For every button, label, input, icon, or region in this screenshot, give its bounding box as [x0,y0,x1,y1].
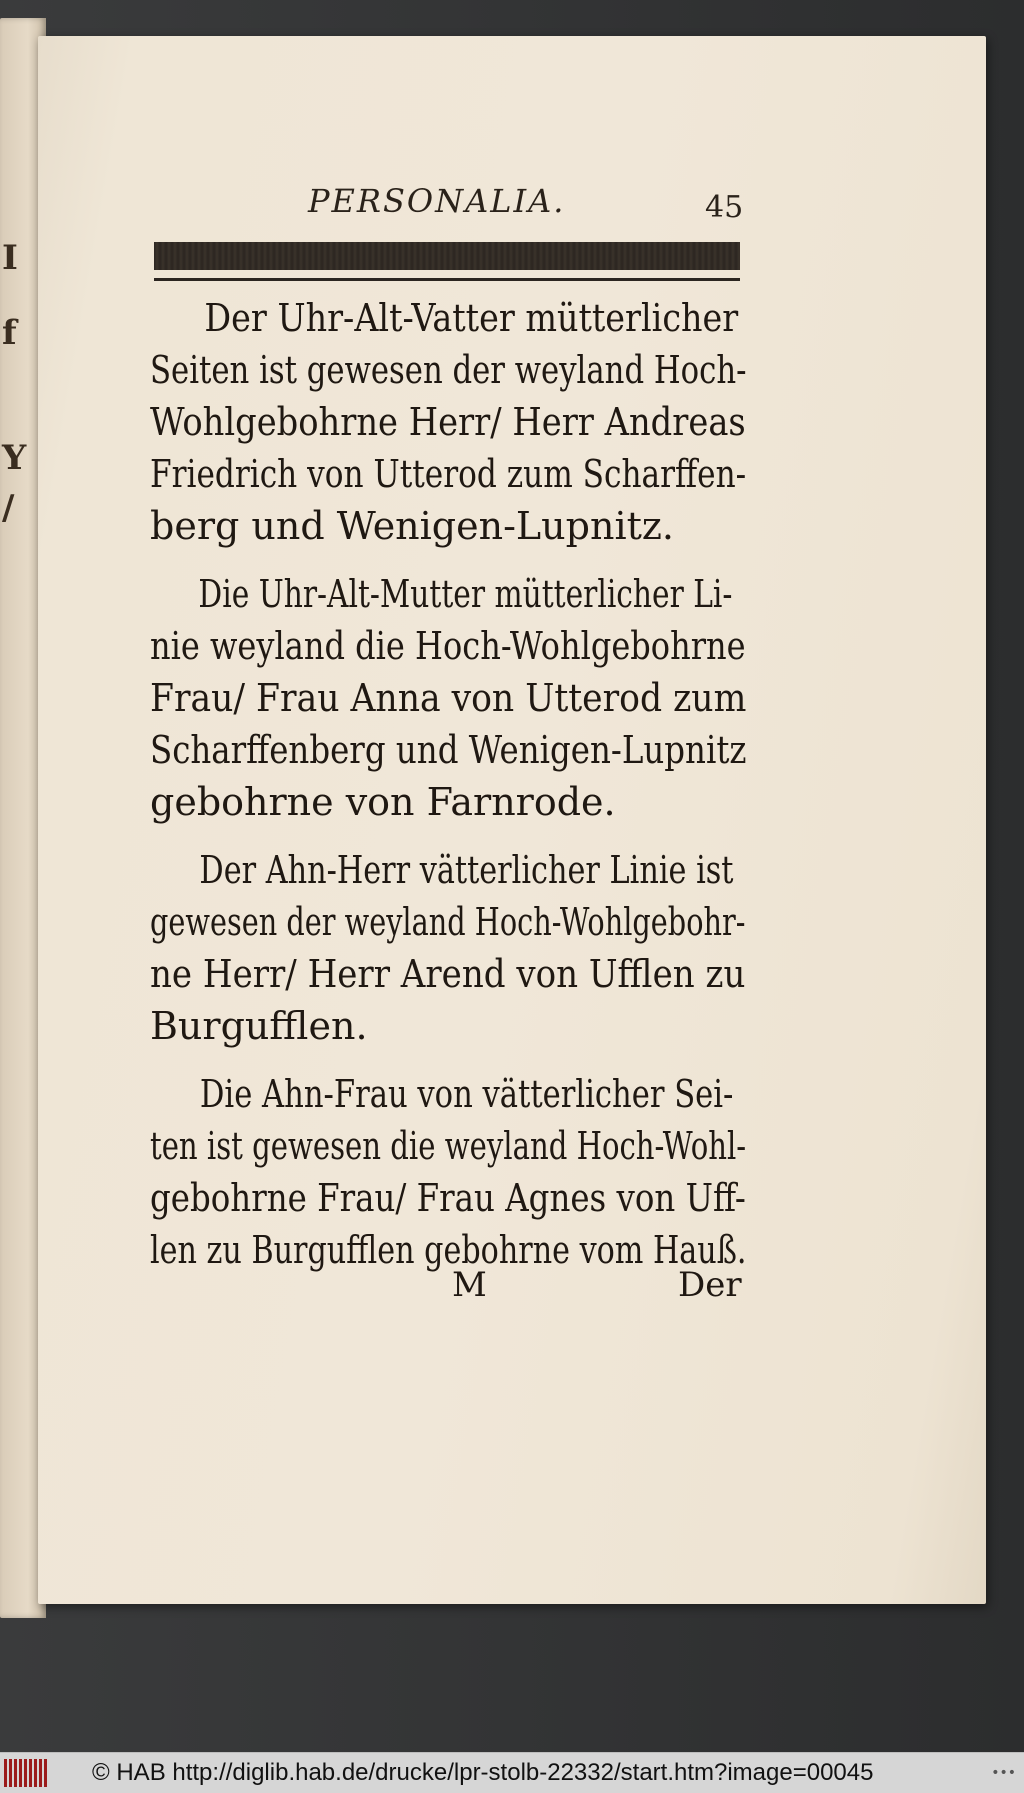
text-line: Burgufflen. [150,1004,368,1048]
text-line: Die Uhr-Alt-Mutter mütterlicher Li- [198,572,733,616]
footer-bar [0,1752,1024,1793]
hab-logo-icon [4,1759,48,1787]
edge-mark: / [2,488,15,528]
text-line: Die Ahn-Frau von vätterlicher Sei- [199,1072,734,1116]
text-line: Der Uhr-Alt-Vatter mütterlicher [204,296,739,340]
page-number: 45 [705,190,744,225]
text-line: Seiten ist gewesen der weyland Hoch- [150,348,747,392]
text-line: gebohrne Frau/ Frau Agnes von Uff- [150,1176,746,1220]
text-line: berg und Wenigen-Lupnitz. [150,504,674,548]
text-line: nie weyland die Hoch-Wohlgebohrne [150,624,746,668]
page-body [150,292,746,1292]
edge-mark: f [2,313,17,353]
signature-mark: M [452,1265,487,1305]
ornamental-rule [154,242,740,270]
text-line: Wohlgebohrne Herr/ Herr Andreas [150,400,746,444]
edge-mark: I [2,238,18,278]
text-line: gebohrne von Farnrode. [150,780,616,824]
edge-mark: Y [2,438,27,478]
text-line: Frau/ Frau Anna von Utterod zum [150,676,747,720]
text-line: len zu Burgufflen gebohrne vom Hauß. [150,1228,747,1272]
copyright-link[interactable]: © HAB http://diglib.hab.de/drucke/lpr-stolb-22332/start.htm?image=00045 [92,1759,874,1786]
more-dots-icon[interactable]: ••• [991,1765,1016,1781]
text-line: ne Herr/ Herr Arend von Ufflen zu [150,952,746,996]
text-line: gewesen der weyland Hoch-Wohlgebohr- [150,900,746,944]
running-head: PERSONALIA. [308,182,566,220]
text-line: Friedrich von Utterod zum Scharffen- [150,452,747,496]
paragraph [150,292,746,552]
text-line: Der Ahn-Herr vätterlicher Linie ist [199,848,734,892]
thin-rule [154,278,740,281]
paragraph [150,568,746,828]
text-line: ten ist gewesen die weyland Hoch-Wohl- [150,1124,747,1168]
paragraph [150,844,746,1052]
paragraph [150,1068,746,1276]
catchword: Der [678,1265,742,1305]
text-line: Scharffenberg und Wenigen-Lupnitz [150,728,747,772]
